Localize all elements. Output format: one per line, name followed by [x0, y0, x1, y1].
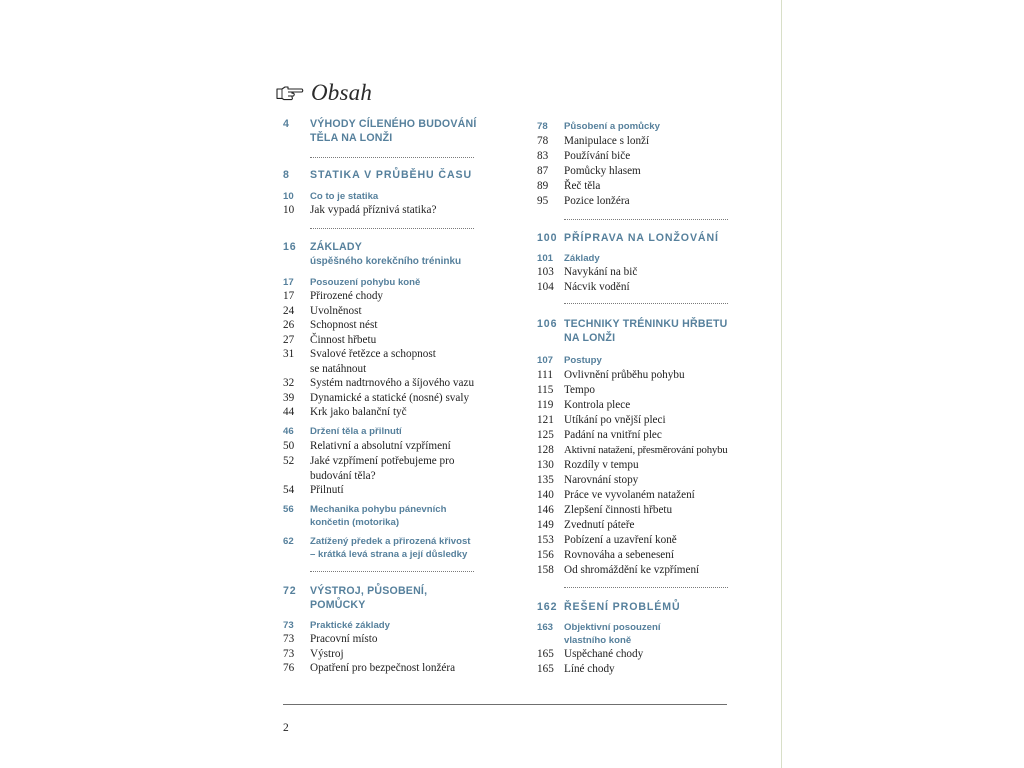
section-title: STATIKA V PRŮBĚHU ČASU — [310, 169, 473, 181]
dotted-divider — [564, 303, 728, 304]
section-title: VÝHODY CÍLENÉHO BUDOVÁNÍ TĚLA NA LONŽI — [310, 118, 477, 144]
subsection-page-number: 17 — [283, 277, 294, 288]
section-page-number: 8 — [283, 169, 290, 181]
section-title: ZÁKLADY úspěšného korekčního tréninku — [310, 241, 462, 267]
subsection-title: Co to je statika — [310, 191, 379, 202]
toc-heading — [276, 78, 372, 108]
subsection-page-number: 10 — [283, 191, 294, 202]
section-page-number: 4 — [283, 118, 290, 130]
page-number: 2 — [283, 722, 289, 734]
subsection-title: Posouzení pohybu koně — [310, 277, 421, 288]
dotted-divider — [564, 219, 728, 220]
dotted-divider — [310, 228, 474, 229]
page-edge-line — [781, 0, 782, 768]
pointing-hand-icon — [276, 85, 304, 101]
page-title: Obsah — [311, 80, 373, 105]
dotted-divider — [310, 157, 474, 158]
dotted-divider — [310, 571, 474, 572]
section-page-number: 16 — [283, 241, 297, 253]
dotted-divider — [564, 587, 728, 588]
footer-rule — [283, 704, 727, 705]
entry-page-number: 10 — [283, 204, 295, 216]
entry-title: Jak vypadá příznivá statika? — [310, 204, 437, 216]
